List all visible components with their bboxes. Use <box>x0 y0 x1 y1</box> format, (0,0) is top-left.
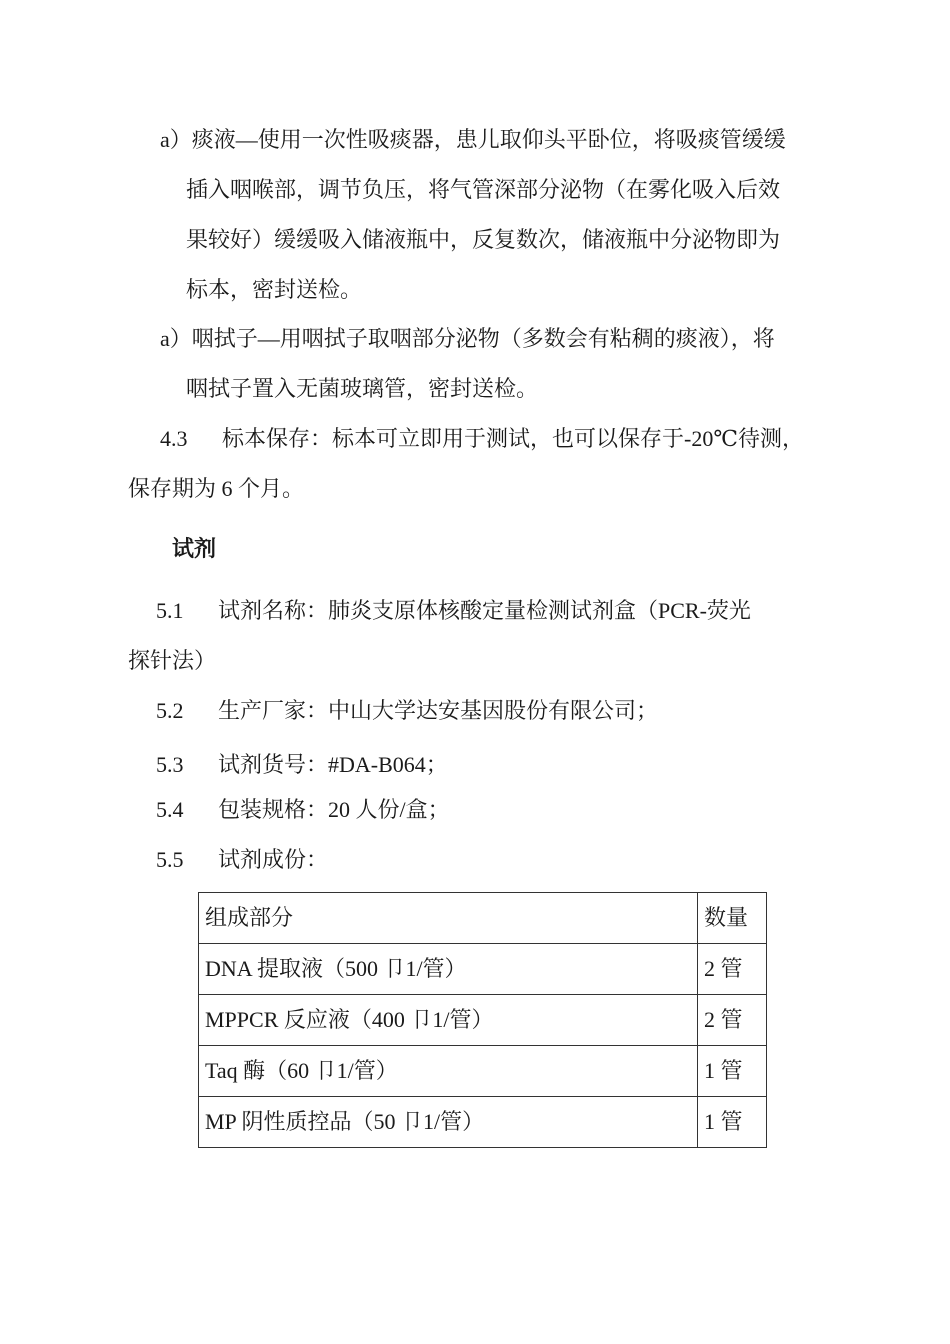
cell-component: DNA 提取液（500 卩1/管） <box>199 944 698 995</box>
paragraph-sputum-line-1: a）痰液—使用一次性吸痰器，患儿取仰头平卧位，将吸痰管缓缓 <box>160 127 786 152</box>
table-row <box>199 944 767 995</box>
paragraph-swab-line-1: a）咽拭子—用咽拭子取咽部分泌物（多数会有粘稠的痰液），将 <box>160 326 775 351</box>
paragraph-sputum-line-2: 插入咽喉部，调节负压，将气管深部分泌物（在雾化吸入后效 <box>186 177 781 202</box>
item-4-3-continuation: 保存期为 6 个月。 <box>128 476 305 501</box>
table-row <box>199 1046 767 1097</box>
item-5-1 <box>156 597 751 625</box>
table-row <box>199 1097 767 1148</box>
cell-quantity: 1 管 <box>698 1097 767 1148</box>
paragraph-swab-line-2: 咽拭子置入无菌玻璃管，密封送检。 <box>186 376 539 401</box>
table-row <box>199 995 767 1046</box>
paragraph-sputum-line-4: 标本，密封送检。 <box>186 277 363 302</box>
item-number: 5.2 <box>156 698 184 723</box>
item-number: 5.3 <box>156 752 184 777</box>
table-header-row <box>199 893 767 944</box>
item-number: 5.4 <box>156 797 184 822</box>
cell-component: MP 阴性质控品（50 卩1/管） <box>199 1097 698 1148</box>
reagent-components-table <box>198 892 767 1148</box>
item-text: 包装规格：20 人份/盒； <box>218 797 450 822</box>
item-5-5 <box>156 846 328 874</box>
header-quantity: 数量 <box>698 893 767 944</box>
cell-quantity: 2 管 <box>698 944 767 995</box>
item-text: 生产厂家：中山大学达安基因股份有限公司； <box>218 698 659 723</box>
item-text: 标本保存：标本可立即用于测试，也可以保存于-20℃待测， <box>222 426 804 451</box>
item-number: 4.3 <box>160 426 188 451</box>
cell-quantity: 1 管 <box>698 1046 767 1097</box>
item-5-1-continuation: 探针法） <box>128 648 217 673</box>
section-heading-reagents: 试剂 <box>172 537 217 562</box>
item-number: 5.1 <box>156 598 184 623</box>
item-4-3 <box>160 425 804 453</box>
cell-component: MPPCR 反应液（400 卩1/管） <box>199 995 698 1046</box>
cell-quantity: 2 管 <box>698 995 767 1046</box>
cell-component: Taq 酶（60 卩1/管） <box>199 1046 698 1097</box>
item-text: 试剂名称：肺炎支原体核酸定量检测试剂盒（PCR-荧光 <box>218 598 751 623</box>
item-number: 5.5 <box>156 847 184 872</box>
item-5-3 <box>156 751 448 779</box>
header-component: 组成部分 <box>199 893 698 944</box>
paragraph-sputum-line-3: 果较好）缓缓吸入储液瓶中，反复数次，储液瓶中分泌物即为 <box>186 227 781 252</box>
item-text: 试剂货号：#DA-B064； <box>218 752 448 777</box>
item-5-4 <box>156 796 450 824</box>
item-text: 试剂成份： <box>218 847 329 872</box>
item-5-2 <box>156 697 658 725</box>
